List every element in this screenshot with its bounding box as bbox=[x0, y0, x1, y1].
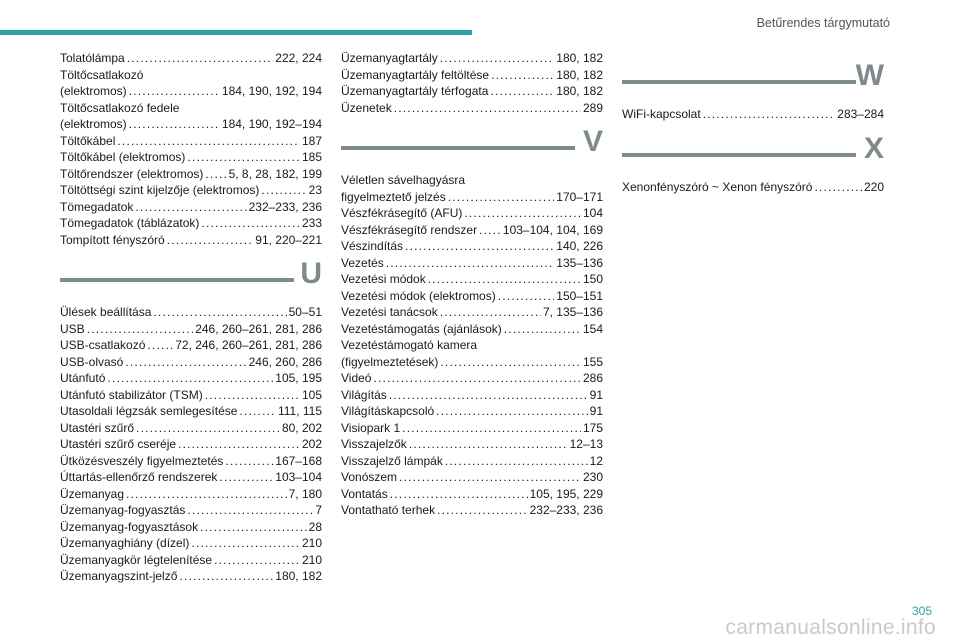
entry-row bbox=[60, 116, 322, 133]
divider-letter: X bbox=[863, 131, 884, 165]
entry-row bbox=[341, 50, 603, 67]
entry-term: Utánfutó bbox=[60, 371, 106, 385]
index-entry bbox=[60, 232, 322, 249]
index-entry bbox=[60, 403, 322, 420]
leader-dots bbox=[239, 403, 276, 420]
entry-term: Visiopark 1 bbox=[341, 420, 401, 435]
entry-pages: 220 bbox=[863, 179, 884, 194]
entry-pages: 7, 135–136 bbox=[542, 305, 603, 319]
entry-pages: 180, 182 bbox=[556, 67, 603, 82]
leader-dots bbox=[394, 100, 581, 117]
entry-term: Üzemanyagtartály bbox=[341, 51, 438, 65]
entry-pages: 103–104, 104, 169 bbox=[502, 222, 603, 237]
entry-term: Vonószem bbox=[341, 470, 398, 484]
leader-dots bbox=[127, 50, 274, 67]
entry-pages: 135–136 bbox=[556, 255, 603, 270]
entry-term: Üzemanyag-fogyasztások bbox=[60, 519, 199, 534]
entry-row bbox=[60, 133, 322, 150]
entry-term: Üzemanyag bbox=[60, 486, 125, 501]
index-entry bbox=[341, 271, 603, 288]
entry-term: Utastéri szűrő bbox=[60, 420, 135, 435]
entry-pages: 105 bbox=[301, 387, 322, 402]
leader-dots bbox=[126, 486, 287, 503]
entry-pages: 104 bbox=[582, 206, 603, 220]
index-entry bbox=[341, 486, 603, 503]
index-entry bbox=[60, 535, 322, 552]
entry-pages: 187 bbox=[301, 133, 322, 148]
entry-row bbox=[60, 232, 322, 249]
entry-row bbox=[60, 568, 322, 585]
entry-term: Vezetési tanácsok bbox=[341, 305, 438, 319]
leader-dots bbox=[178, 436, 300, 453]
leader-dots bbox=[498, 288, 555, 305]
entry-term: (elektromos) bbox=[60, 117, 127, 131]
divider-rule bbox=[622, 80, 856, 84]
leader-dots bbox=[399, 469, 581, 486]
entry-term: Tolatólámpa bbox=[60, 51, 125, 65]
index-entry bbox=[341, 288, 603, 305]
leader-dots bbox=[445, 453, 588, 470]
index-entry bbox=[60, 149, 322, 166]
entry-term: Videó bbox=[341, 371, 372, 385]
index-entry bbox=[60, 304, 322, 321]
divider-letter: V bbox=[582, 125, 603, 158]
leader-dots bbox=[147, 337, 173, 354]
entry-pages: 202 bbox=[301, 437, 322, 451]
entry-term: Vezetés bbox=[341, 255, 384, 270]
page-number: 305 bbox=[911, 604, 932, 618]
index-entry bbox=[341, 100, 603, 117]
index-entry bbox=[60, 502, 322, 519]
entry-row bbox=[60, 486, 322, 503]
index-entry bbox=[341, 205, 603, 222]
entry-row bbox=[341, 255, 603, 272]
entry-term: Xenonfényszóró ~ Xenon fényszóró bbox=[622, 179, 813, 194]
entry-row bbox=[341, 288, 603, 305]
leader-dots bbox=[428, 271, 581, 288]
entry-row bbox=[60, 215, 322, 232]
index-entry bbox=[341, 436, 603, 453]
entry-pages: 286 bbox=[582, 371, 603, 385]
index-entry bbox=[60, 453, 322, 470]
entry-term: Töltőkábel bbox=[60, 133, 116, 148]
leader-dots bbox=[187, 149, 300, 166]
entry-term: Töltöttségi szint kijelzője (elektromos) bbox=[60, 183, 260, 197]
leader-dots bbox=[437, 502, 528, 519]
index-entry bbox=[60, 50, 322, 67]
entry-term: Úttartás-ellenőrző rendszerek bbox=[60, 470, 218, 484]
entry-row bbox=[60, 420, 322, 437]
leader-dots bbox=[440, 50, 555, 67]
leader-dots bbox=[191, 535, 300, 552]
entry-pages: 150 bbox=[582, 272, 603, 286]
watermark: carmanualsonline.info bbox=[725, 616, 936, 639]
entry-term: Üzemanyagtartály térfogata bbox=[341, 84, 489, 98]
entry-pages: 180, 182 bbox=[275, 569, 322, 583]
letter-divider bbox=[341, 116, 603, 172]
entry-term: USB bbox=[60, 321, 85, 336]
entry-pages: 289 bbox=[582, 100, 603, 115]
divider-letter: W bbox=[855, 59, 884, 92]
entry-row bbox=[60, 166, 322, 183]
entry-term: Vészfékrásegítő (AFU) bbox=[341, 206, 463, 220]
leader-dots bbox=[129, 83, 220, 100]
entry-row bbox=[60, 337, 322, 354]
leader-dots bbox=[125, 354, 246, 371]
index-entry bbox=[60, 354, 322, 371]
entry-pages: 170–171 bbox=[556, 189, 603, 204]
entry-row bbox=[341, 469, 603, 486]
entry-row bbox=[60, 83, 322, 100]
index-entry bbox=[60, 436, 322, 453]
leader-dots bbox=[167, 232, 254, 249]
index-entry bbox=[60, 321, 322, 338]
entry-pages: 184, 190, 192, 194 bbox=[221, 84, 322, 98]
leader-dots bbox=[491, 67, 554, 84]
entry-row bbox=[341, 321, 603, 338]
entry-term: Vészindítás bbox=[341, 239, 404, 253]
index-entry bbox=[341, 469, 603, 486]
leader-dots bbox=[409, 436, 568, 453]
index-entry bbox=[341, 403, 603, 420]
entry-row bbox=[60, 304, 322, 321]
entry-row bbox=[60, 502, 322, 519]
entry-term: Üzenetek bbox=[341, 100, 392, 115]
index-entry bbox=[60, 215, 322, 232]
entry-term: Töltőkábel (elektromos) bbox=[60, 150, 186, 164]
entry-term: USB-olvasó bbox=[60, 354, 124, 369]
entry-pages: 111, 115 bbox=[277, 404, 322, 418]
entry-row bbox=[341, 354, 603, 371]
entry-pages: 155 bbox=[582, 354, 603, 369]
entry-pages: 175 bbox=[582, 420, 603, 435]
leader-dots bbox=[402, 420, 581, 437]
leader-dots bbox=[214, 552, 300, 569]
leader-dots bbox=[153, 304, 286, 321]
leader-dots bbox=[373, 370, 580, 387]
entry-row bbox=[60, 403, 322, 420]
entry-pages: 80, 202 bbox=[281, 420, 322, 435]
index-entry bbox=[60, 166, 322, 183]
entry-row bbox=[341, 387, 603, 404]
entry-term: Tompított fényszóró bbox=[60, 232, 165, 247]
entry-row bbox=[60, 453, 322, 470]
letter-divider bbox=[622, 123, 884, 179]
entry-pages: 50–51 bbox=[288, 305, 322, 319]
leader-dots bbox=[464, 205, 581, 222]
leader-dots bbox=[205, 166, 226, 183]
index-entry bbox=[60, 133, 322, 150]
entry-term: Utánfutó stabilizátor (TSM) bbox=[60, 387, 203, 402]
leader-dots bbox=[87, 321, 194, 338]
entry-row bbox=[60, 199, 322, 216]
entry-pages: 7 bbox=[315, 503, 322, 517]
entry-term: Vezetéstámogatás (ajánlások) bbox=[341, 321, 502, 336]
leader-dots bbox=[225, 453, 273, 470]
entry-pages: 12–13 bbox=[569, 437, 603, 451]
entry-row bbox=[60, 469, 322, 486]
entry-term: Üzemanyag-fogyasztás bbox=[60, 503, 186, 517]
entry-term: (elektromos) bbox=[60, 84, 127, 98]
index-entry bbox=[341, 337, 603, 370]
index-entry bbox=[60, 568, 322, 585]
entry-row bbox=[60, 354, 322, 371]
leader-dots bbox=[479, 222, 501, 239]
index-column-1 bbox=[60, 50, 322, 585]
entry-pages: 154 bbox=[582, 321, 603, 336]
entry-pages: 105, 195, 229 bbox=[529, 486, 603, 501]
entry-row bbox=[341, 271, 603, 288]
index-entry bbox=[341, 321, 603, 338]
entry-pages: 91 bbox=[589, 387, 603, 402]
entry-row bbox=[341, 420, 603, 437]
leader-dots bbox=[703, 106, 836, 123]
entry-term: Tömegadatok (táblázatok) bbox=[60, 216, 200, 230]
index-entry bbox=[60, 100, 322, 133]
letter-divider bbox=[622, 50, 884, 106]
index-entry bbox=[60, 387, 322, 404]
entry-row bbox=[341, 222, 603, 239]
header-accent-bar bbox=[0, 30, 472, 35]
leader-dots bbox=[179, 568, 273, 585]
entry-pages: 222, 224 bbox=[275, 51, 322, 65]
entry-pages: 210 bbox=[301, 552, 322, 567]
entry-pages: 246, 260, 286 bbox=[248, 354, 322, 369]
index-entry bbox=[60, 420, 322, 437]
entry-row bbox=[60, 436, 322, 453]
entry-row bbox=[341, 370, 603, 387]
leader-dots bbox=[389, 387, 588, 404]
divider-letter: U bbox=[300, 257, 322, 290]
entry-row bbox=[60, 50, 322, 67]
entry-term: Világításkapcsoló bbox=[341, 404, 435, 418]
entry-row bbox=[60, 552, 322, 569]
entry-lead-text: Töltőcsatlakozó fedele bbox=[60, 100, 180, 115]
entry-row bbox=[60, 535, 322, 552]
index-entry bbox=[60, 182, 322, 199]
entry-term: Vontatható terhek bbox=[341, 503, 436, 517]
entry-term: Üzemanyagszint-jelző bbox=[60, 569, 178, 583]
entry-term: Töltőrendszer (elektromos) bbox=[60, 166, 204, 181]
index-entry bbox=[60, 469, 322, 486]
leader-dots bbox=[448, 189, 555, 206]
entry-row bbox=[622, 106, 884, 123]
entry-term: Üzemanyagtartály feltöltése bbox=[341, 67, 490, 82]
entry-pages: 7, 180 bbox=[288, 486, 322, 501]
entry-row bbox=[60, 370, 322, 387]
leader-dots bbox=[129, 116, 220, 133]
entry-lead-text: Véletlen sávelhagyásra bbox=[341, 173, 466, 187]
entry-pages: 5, 8, 28, 182, 199 bbox=[228, 166, 322, 181]
index-entry bbox=[341, 370, 603, 387]
leader-dots bbox=[436, 403, 587, 420]
index-entry bbox=[60, 370, 322, 387]
entry-term: Ülések beállítása bbox=[60, 305, 152, 319]
entry-row bbox=[341, 304, 603, 321]
index-entry bbox=[341, 238, 603, 255]
divider-rule bbox=[60, 278, 294, 282]
entry-term: Visszajelző lámpák bbox=[341, 453, 443, 468]
entry-pages: 91, 220–221 bbox=[255, 232, 322, 247]
entry-row bbox=[341, 403, 603, 420]
index-entry bbox=[60, 199, 322, 216]
index-entry bbox=[60, 552, 322, 569]
entry-row bbox=[341, 205, 603, 222]
index-entry bbox=[622, 106, 884, 123]
entry-pages: 180, 182 bbox=[556, 51, 603, 65]
entry-pages: 12 bbox=[589, 453, 603, 468]
leader-dots bbox=[490, 83, 554, 100]
entry-pages: 91 bbox=[589, 404, 603, 418]
entry-pages: 28 bbox=[308, 519, 322, 534]
leader-dots bbox=[405, 238, 554, 255]
leader-dots bbox=[117, 133, 300, 150]
leader-dots bbox=[107, 370, 273, 387]
entry-row bbox=[341, 189, 603, 206]
entry-row bbox=[341, 67, 603, 84]
index-entry bbox=[622, 179, 884, 196]
entry-pages: 150–151 bbox=[556, 288, 603, 303]
leader-dots bbox=[201, 215, 300, 232]
entry-pages: 230 bbox=[582, 470, 603, 484]
index-entry bbox=[341, 420, 603, 437]
entry-term: Üzemanyaghiány (dízel) bbox=[60, 536, 190, 550]
entry-term: Vontatás bbox=[341, 486, 388, 501]
entry-pages: 103–104 bbox=[275, 470, 322, 484]
index-entry bbox=[341, 502, 603, 519]
leader-dots bbox=[814, 179, 862, 196]
entry-pages: 167–168 bbox=[275, 453, 322, 468]
index-entry bbox=[60, 519, 322, 536]
divider-rule bbox=[341, 146, 575, 150]
entry-row bbox=[60, 149, 322, 166]
leader-dots bbox=[205, 387, 300, 404]
leader-dots bbox=[390, 486, 528, 503]
index-entry bbox=[341, 453, 603, 470]
entry-term: (figyelmeztetések) bbox=[341, 354, 439, 369]
leader-dots bbox=[261, 182, 306, 199]
leader-dots bbox=[504, 321, 581, 338]
leader-dots bbox=[440, 304, 541, 321]
entry-pages: 105, 195 bbox=[275, 371, 322, 385]
leader-dots bbox=[187, 502, 313, 519]
index-entry bbox=[60, 337, 322, 354]
leader-dots bbox=[219, 469, 273, 486]
entry-term: USB-csatlakozó bbox=[60, 338, 146, 352]
entry-row bbox=[341, 436, 603, 453]
entry-term: Vezetési módok bbox=[341, 272, 426, 286]
entry-term: Ütközésveszély figyelmeztetés bbox=[60, 453, 224, 468]
leader-dots bbox=[135, 199, 246, 216]
entry-term: Üzemanyagkör légtelenítése bbox=[60, 552, 213, 567]
entry-term: Visszajelzők bbox=[341, 437, 407, 451]
entry-row bbox=[60, 321, 322, 338]
entry-row bbox=[60, 182, 322, 199]
entry-pages: 233 bbox=[301, 216, 322, 230]
entry-row bbox=[60, 519, 322, 536]
entry-row bbox=[622, 179, 884, 196]
index-entry bbox=[341, 304, 603, 321]
entry-row bbox=[341, 486, 603, 503]
entry-term: Utastéri szűrő cseréje bbox=[60, 437, 177, 451]
letter-divider bbox=[60, 248, 322, 304]
entry-row bbox=[341, 238, 603, 255]
index-column-2 bbox=[341, 50, 603, 519]
entry-term: Utasoldali légzsák semlegesítése bbox=[60, 404, 238, 418]
divider-rule bbox=[622, 153, 856, 157]
entry-term: Világítás bbox=[341, 387, 387, 402]
index-entry bbox=[341, 222, 603, 239]
entry-term: WiFi-kapcsolat bbox=[622, 107, 701, 121]
index-entry bbox=[341, 67, 603, 84]
entry-pages: 283–284 bbox=[837, 107, 884, 121]
entry-pages: 23 bbox=[308, 183, 322, 197]
entry-row bbox=[341, 502, 603, 519]
entry-lead-text: Töltőcsatlakozó bbox=[60, 67, 144, 82]
entry-pages: 246, 260–261, 281, 286 bbox=[195, 321, 322, 336]
entry-lead-text: Vezetéstámogató kamera bbox=[341, 338, 478, 352]
entry-term: Tömegadatok bbox=[60, 199, 134, 214]
entry-pages: 72, 246, 260–261, 281, 286 bbox=[175, 338, 322, 352]
entry-pages: 232–233, 236 bbox=[248, 199, 322, 214]
entry-term: figyelmeztető jelzés bbox=[341, 189, 446, 204]
entry-pages: 185 bbox=[301, 150, 322, 164]
entry-term: Vezetési módok (elektromos) bbox=[341, 288, 496, 303]
entry-row bbox=[60, 387, 322, 404]
entry-term: Vészfékrásegítő rendszer bbox=[341, 222, 478, 237]
leader-dots bbox=[386, 255, 555, 272]
index-entry bbox=[341, 255, 603, 272]
entry-pages: 232–233, 236 bbox=[529, 503, 603, 517]
index-entry bbox=[341, 387, 603, 404]
leader-dots bbox=[440, 354, 581, 371]
entry-pages: 140, 226 bbox=[556, 239, 603, 253]
entry-row bbox=[341, 100, 603, 117]
leader-dots bbox=[136, 420, 280, 437]
entry-pages: 184, 190, 192–194 bbox=[221, 117, 322, 131]
index-column-3 bbox=[622, 50, 884, 195]
section-title: Betűrendes tárgymutató bbox=[756, 16, 890, 30]
entry-pages: 180, 182 bbox=[556, 84, 603, 98]
entry-row bbox=[341, 83, 603, 100]
index-entry bbox=[60, 67, 322, 100]
index-entry bbox=[60, 486, 322, 503]
entry-row bbox=[341, 453, 603, 470]
entry-pages: 210 bbox=[301, 536, 322, 550]
leader-dots bbox=[200, 519, 307, 536]
index-entry bbox=[341, 83, 603, 100]
index-entry bbox=[341, 172, 603, 205]
index-entry bbox=[341, 50, 603, 67]
